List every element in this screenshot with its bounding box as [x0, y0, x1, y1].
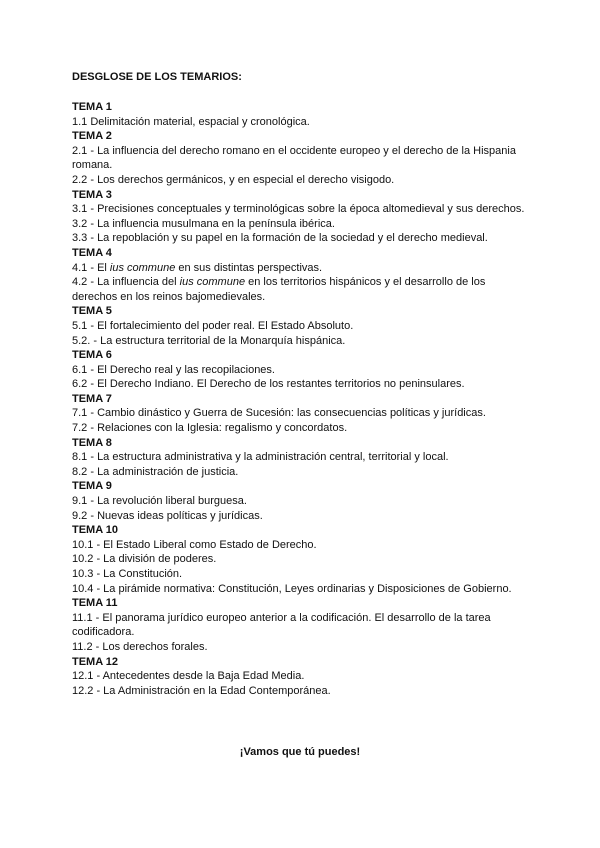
item-text: 7.2 - Relaciones con la Iglesia: regalismo y concordatos.	[72, 422, 348, 435]
item-text: 12.2 - La Administración en la Edad Contemporánea.	[72, 684, 331, 697]
tema-heading: TEMA 10	[72, 524, 119, 537]
document-title: DESGLOSE DE LOS TEMARIOS:	[72, 71, 242, 83]
item-text: 10.1 - El Estado Liberal como Estado de Derecho.	[72, 538, 317, 551]
item-text: 1.1 Delimitación material, espacial y cronológica.	[72, 115, 310, 128]
tema-heading: TEMA 12	[72, 655, 119, 668]
item-text: 4.1 - El	[72, 261, 110, 274]
tema-item	[72, 538, 532, 553]
tema-section	[72, 304, 532, 348]
item-text: en sus distintas perspectivas.	[175, 261, 323, 274]
tema-item	[72, 173, 532, 188]
item-text: en los territorios hispánicos y el desarrollo de los derechos en los reinos bajomedievales.	[72, 276, 486, 303]
tema-section	[72, 655, 532, 699]
temas-list	[72, 100, 532, 698]
tema-heading: TEMA 2	[72, 130, 112, 143]
tema-item	[72, 611, 532, 640]
tema-heading: TEMA 4	[72, 246, 112, 259]
item-text: 10.4 - La pirámide normativa: Constitución, Leyes ordinarias y Disposiciones de Gobierno.	[72, 582, 512, 595]
tema-heading: TEMA 5	[72, 305, 112, 318]
tema-item	[72, 217, 532, 232]
tema-section	[72, 129, 532, 187]
tema-heading: TEMA 9	[72, 480, 112, 493]
item-text: 5.1 - El fortalecimiento del poder real. El Estado Absoluto.	[72, 319, 354, 332]
item-text: 10.2 - La división de poderes.	[72, 553, 217, 566]
tema-section	[72, 596, 532, 654]
tema-item	[72, 421, 532, 436]
item-text: 5.2. - La estructura territorial de la Monarquía hispánica.	[72, 334, 346, 347]
tema-heading: TEMA 3	[72, 188, 112, 201]
tema-section	[72, 436, 532, 480]
tema-item	[72, 377, 532, 392]
item-text: 7.1 - Cambio dinástico y Guerra de Sucesión: las consecuencias políticas y jurídicas.	[72, 407, 486, 420]
item-text: 3.1 - Precisiones conceptuales y terminológicas sobre la época altomedieval y sus derechos.	[72, 203, 525, 216]
tema-item	[72, 363, 532, 378]
item-text: 9.2 - Nuevas ideas políticas y jurídicas.	[72, 509, 263, 522]
italic-term: ius commune	[179, 276, 246, 289]
tema-section	[72, 523, 532, 596]
tema-item	[72, 261, 532, 276]
tema-item	[72, 684, 532, 699]
tema-section	[72, 392, 532, 436]
tema-item	[72, 144, 532, 173]
tema-section	[72, 188, 532, 246]
tema-heading: TEMA 11	[72, 597, 118, 610]
item-text: 11.1 - El panorama jurídico europeo anterior a la codificación. El desarrollo de la tarea codificadora.	[72, 611, 491, 639]
tema-item	[72, 275, 532, 304]
item-text: 6.1 - El Derecho real y las recopilaciones.	[72, 363, 275, 376]
item-text: 4.2 - La influencia del	[72, 276, 180, 289]
tema-item	[72, 450, 532, 465]
item-text: 3.3 - La repoblación y su papel en la formación de la sociedad y el derecho medieval.	[72, 232, 488, 245]
tema-item	[72, 640, 532, 655]
tema-heading: TEMA 7	[72, 392, 112, 405]
tema-item	[72, 202, 532, 217]
tema-section	[72, 100, 532, 129]
tema-item	[72, 567, 532, 582]
tema-heading: TEMA 8	[72, 436, 112, 449]
tema-heading: TEMA 1	[72, 101, 112, 113]
tema-item	[72, 115, 532, 130]
tema-item	[72, 231, 532, 246]
item-text: 10.3 - La Constitución.	[72, 568, 183, 580]
document-body	[72, 70, 532, 698]
tema-section	[72, 348, 532, 392]
item-text: 2.2 - Los derechos germánicos, y en especial el derecho visigodo.	[72, 173, 395, 186]
italic-term: ius commune	[109, 261, 176, 274]
tema-heading: TEMA 6	[72, 349, 112, 362]
item-text: 2.1 - La influencia del derecho romano en el occidente europeo y el derecho de la Hispania romana.	[72, 144, 516, 172]
tema-item	[72, 509, 532, 524]
tema-item	[72, 319, 532, 334]
item-text: 3.2 - La influencia musulmana en la península ibérica.	[72, 217, 335, 230]
tema-item	[72, 669, 532, 684]
tema-section	[72, 479, 532, 523]
closing-message: ¡Vamos que tú puedes!	[239, 746, 361, 758]
tema-item	[72, 582, 532, 597]
tema-item	[72, 494, 532, 509]
tema-section	[72, 246, 532, 304]
tema-item	[72, 465, 532, 480]
item-text: 12.1 - Antecedentes desde la Baja Edad Media.	[72, 670, 305, 683]
tema-item	[72, 334, 532, 349]
tema-item	[72, 406, 532, 421]
item-text: 6.2 - El Derecho Indiano. El Derecho de los restantes territorios no peninsulares.	[72, 378, 465, 391]
item-text: 8.2 - La administración de justicia.	[72, 465, 239, 478]
tema-item	[72, 552, 532, 567]
item-text: 9.1 - La revolución liberal burguesa.	[72, 495, 247, 508]
item-text: 8.1 - La estructura administrativa y la administración central, territorial y local.	[72, 451, 449, 464]
item-text: 11.2 - Los derechos forales.	[72, 640, 208, 653]
